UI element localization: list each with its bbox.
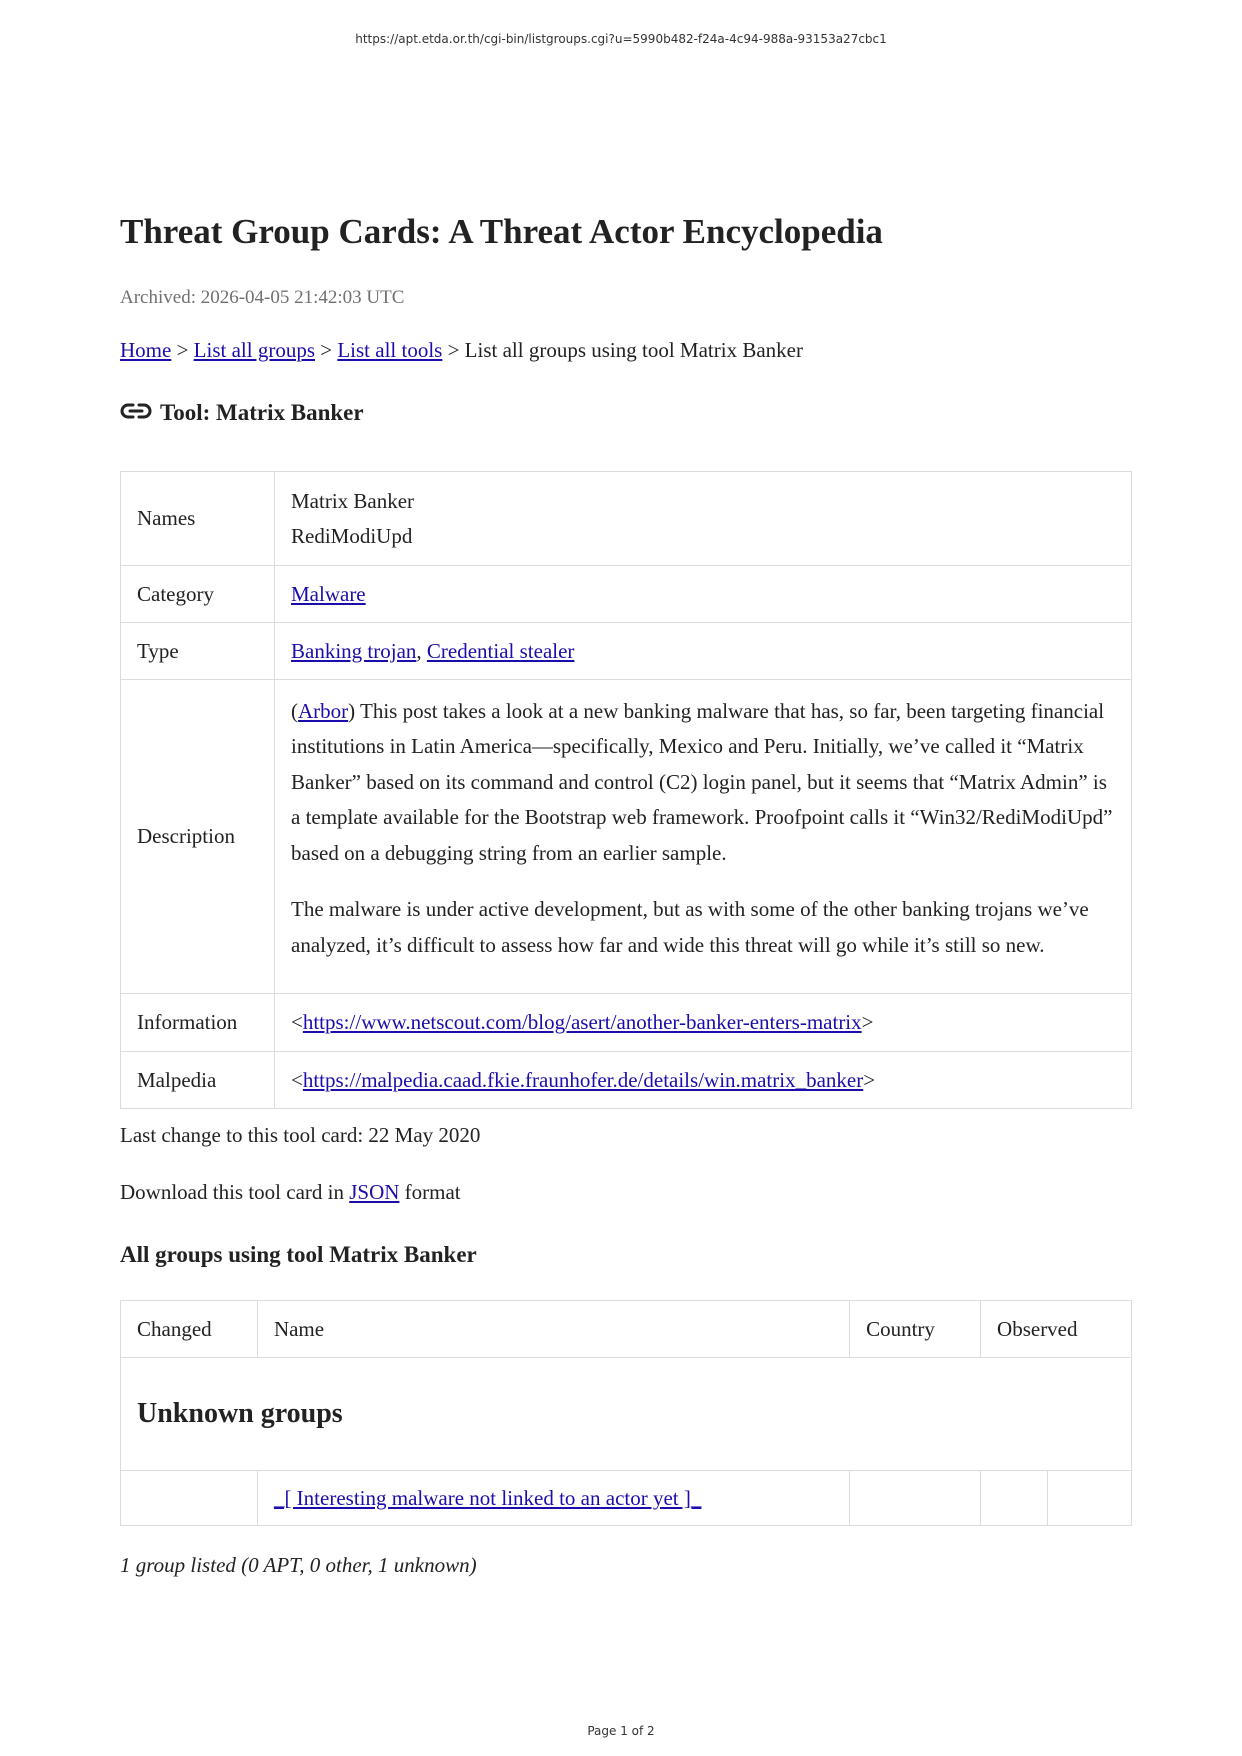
type-separator: , <box>416 638 427 663</box>
tool-heading-text: Tool: Matrix Banker <box>160 400 364 425</box>
type-link-banking-trojan[interactable]: Banking trojan <box>291 638 417 663</box>
category-label: Category <box>121 566 275 623</box>
groups-heading: All groups using tool Matrix Banker <box>120 1242 477 1267</box>
table-header-row <box>121 1301 1132 1358</box>
angle-close: > <box>861 1010 874 1034</box>
type-label: Type <box>121 623 275 680</box>
last-change-text: Last change to this tool card: 22 May 2020 <box>120 1123 481 1147</box>
description-paragraph: The malware is under active development, but as with some of the other banking trojans we’ve analyzed, it’s difficult to assess how far and wide this threat will go while it’s still so new. <box>291 897 1089 957</box>
description-value <box>275 680 1132 994</box>
table-row <box>121 994 1132 1052</box>
source-link-arbor[interactable]: Arbor <box>298 698 349 723</box>
table-row <box>121 623 1132 680</box>
breadcrumb-home-link[interactable]: Home <box>120 338 172 362</box>
table-row <box>121 1471 1132 1526</box>
page-number: Page 1 of 2 <box>587 1724 655 1738</box>
download-suffix: format <box>399 1180 461 1204</box>
breadcrumb-separator: > <box>315 338 338 362</box>
page-title: Threat Group Cards: A Threat Actor Encyclopedia <box>120 212 883 251</box>
description-paragraph <box>291 694 1115 872</box>
type-link-credential-stealer[interactable]: Credential stealer <box>426 638 575 663</box>
angle-open: < <box>291 1010 303 1034</box>
breadcrumb-current: > List all groups using tool Matrix Banker <box>442 338 803 362</box>
paren: ( <box>291 698 298 723</box>
description-text: ) This post takes a look at a new banking malware that has, so far, been targeting financial institutions in Latin America—specifically, Mexico and Peru. Initially, we’ve called it “Matrix Banker” based on its command and control (C2) login panel, but it seems that “Matrix Admin” is a template available for the Bootstrap web framework. Proofpoint calls it “Win32/RediModiUpd” based on a debugging string from an earlier sample. <box>291 698 1113 865</box>
table-row <box>121 566 1132 623</box>
column-header-country[interactable]: Country <box>850 1301 981 1358</box>
groups-summary: 1 group listed (0 APT, 0 other, 1 unknown) <box>120 1553 477 1577</box>
json-download-link[interactable]: JSON <box>349 1180 400 1204</box>
names-value <box>275 472 1132 566</box>
section-row <box>121 1358 1132 1471</box>
column-header-observed[interactable]: Observed <box>981 1301 1132 1358</box>
archived-timestamp: Archived: 2026-04-05 21:42:03 UTC <box>120 287 405 308</box>
print-url-header: https://apt.etda.or.th/cgi-bin/listgroups.cgi?u=5990b482-f24a-4c94-988a-93153a27cbc1 <box>355 32 887 46</box>
angle-open: < <box>291 1067 303 1092</box>
type-value <box>275 623 1132 680</box>
breadcrumb-tools-link[interactable]: List all tools <box>337 338 443 362</box>
groups-table <box>120 1300 1132 1526</box>
breadcrumb-groups-link[interactable]: List all groups <box>193 338 315 362</box>
observed-cell <box>981 1471 1048 1526</box>
information-link[interactable]: https://www.netscout.com/blog/asert/another-banker-enters-matrix <box>302 1010 862 1034</box>
country-cell <box>850 1471 981 1526</box>
column-header-changed[interactable]: Changed <box>121 1301 258 1358</box>
table-row <box>121 680 1132 994</box>
name-entry: Matrix Banker <box>291 488 415 513</box>
changed-cell <box>121 1471 258 1526</box>
description-label: Description <box>121 680 275 994</box>
malpedia-label: Malpedia <box>121 1052 275 1109</box>
table-row <box>121 472 1132 566</box>
download-line <box>120 1180 461 1205</box>
category-link[interactable]: Malware <box>291 581 366 606</box>
name-entry: RediModiUpd <box>291 523 413 548</box>
information-value <box>275 994 1132 1052</box>
empty-cell <box>1048 1471 1132 1526</box>
download-prefix: Download this tool card in <box>120 1180 350 1204</box>
angle-close: > <box>863 1067 876 1092</box>
link-icon[interactable] <box>120 402 152 420</box>
names-label: Names <box>121 472 275 566</box>
group-link[interactable]: _[ Interesting malware not linked to an actor yet ]_ <box>273 1485 702 1510</box>
breadcrumb-separator: > <box>171 338 194 362</box>
table-row <box>121 1052 1132 1109</box>
information-label: Information <box>121 994 275 1052</box>
section-heading-unknown-groups: Unknown groups <box>121 1358 1132 1471</box>
malpedia-value <box>275 1052 1132 1109</box>
tool-heading <box>120 400 364 426</box>
tool-info-table <box>120 471 1132 1109</box>
malpedia-link[interactable]: https://malpedia.caad.fkie.fraunhofer.de/details/win.matrix_banker <box>302 1067 864 1092</box>
column-header-name[interactable]: Name <box>257 1301 849 1358</box>
category-value <box>275 566 1132 623</box>
name-cell <box>257 1471 849 1526</box>
breadcrumb <box>120 338 803 363</box>
